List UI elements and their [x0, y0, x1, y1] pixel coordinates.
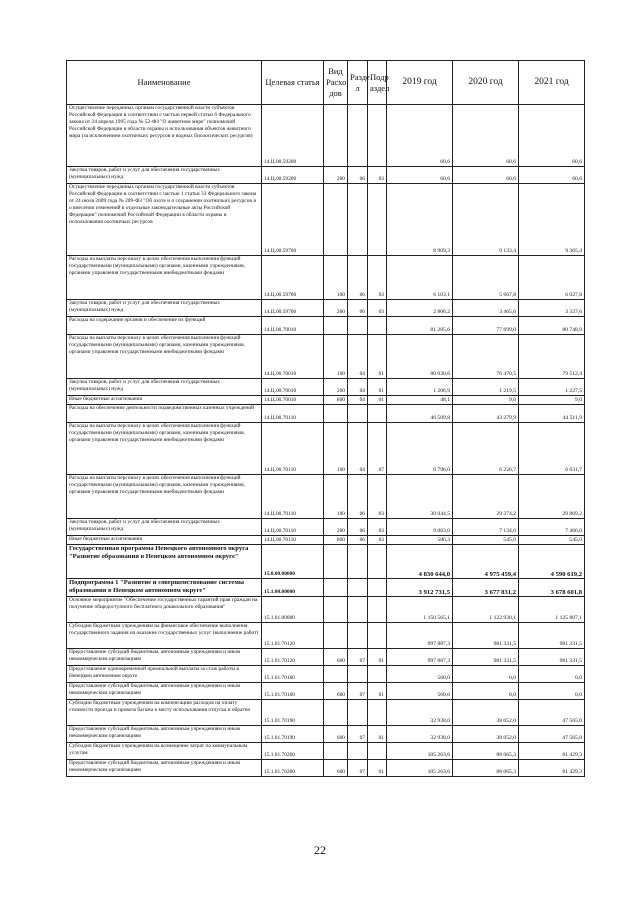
table-cell-subsection: 01	[368, 396, 387, 405]
table-cell-section	[348, 105, 368, 167]
table-cell-target: 15.1.01.00000	[262, 597, 324, 623]
table-cell-section	[348, 405, 368, 423]
table-cell-2020: 1 122 930,1	[453, 597, 519, 623]
table-cell-2020: 88 065,3	[453, 743, 519, 760]
table-cell-section: 07	[348, 760, 368, 777]
table-cell-2021: 80 748,9	[519, 317, 585, 335]
table-cell-2020: 0,0	[453, 666, 519, 683]
table-cell-subsection: 01	[368, 683, 387, 700]
table-row	[67, 335, 585, 379]
table-cell-name: Субсидии бюджетным учреждениям на возмещение затрат по коммунальным услугам	[67, 743, 262, 760]
table-cell-kind: 600	[324, 726, 348, 743]
table-cell-2019: 32 938,0	[387, 700, 453, 726]
page-number: 22	[314, 843, 326, 857]
table-cell-name: Расходы на выплаты персоналу в целях обеспечения выполнения функций государственными (муниципальными) органами, казенными учреждениями, органами управления государственными внебюджетными фондами	[67, 475, 262, 519]
table-cell-2019: 48,1	[387, 396, 453, 405]
table-cell-2019: 105 263,6	[387, 743, 453, 760]
table-cell-section	[348, 700, 368, 726]
table-cell-2019: 46 509,8	[387, 405, 453, 423]
table-cell-2020: 88 065,3	[453, 760, 519, 777]
table-cell-section	[348, 579, 368, 597]
table-cell-section: 06	[348, 536, 368, 545]
table-cell-section: 06	[348, 256, 368, 300]
table-cell-2021: 81 429,3	[519, 743, 585, 760]
table-cell-subsection	[368, 700, 387, 726]
table-cell-2021: 1 227,5	[519, 379, 585, 396]
header-2019: 2019 год	[387, 61, 453, 105]
table-cell-kind	[324, 597, 348, 623]
table-cell-kind	[324, 623, 348, 649]
table-cell-subsection: 03	[368, 167, 387, 184]
table-cell-section: 04	[348, 396, 368, 405]
header-target: Целевая статья	[262, 61, 324, 105]
table-cell-name: Предоставление субсидий бюджетным, автономным учреждениям и иным некоммерческим организациям	[67, 649, 262, 666]
table-row	[67, 405, 585, 423]
table-cell-kind: 100	[324, 423, 348, 475]
table-cell-name: Закупка товаров, работ и услуг для обеспечения государственных (муниципальных) нужд	[67, 167, 262, 184]
table-cell-2021: 81 429,3	[519, 760, 585, 777]
table-cell-target: 14.Ц.00.59700	[262, 300, 324, 317]
header-name: Наименование	[67, 61, 262, 105]
table-row	[67, 519, 585, 536]
table-cell-target: 14.Ц.00.70010	[262, 317, 324, 335]
table-cell-2021: 60,6	[519, 105, 585, 167]
table-cell-name: Предоставление субсидий бюджетным, автономным учреждениям и иным некоммерческим организациям	[67, 760, 262, 777]
table-cell-2019: 2 806,2	[387, 300, 453, 317]
table-row	[67, 536, 585, 545]
table-cell-2021: 3 678 601,8	[519, 579, 585, 597]
table-cell-2019: 4 830 644,0	[387, 545, 453, 579]
table-cell-name: Закупка товаров, работ и услуг для обеспечения государственных (муниципальных) нужд	[67, 300, 262, 317]
table-cell-2019: 997 887,3	[387, 649, 453, 666]
table-cell-2020: 60,6	[453, 105, 519, 167]
table-cell-target: 15.1.00.00000	[262, 579, 324, 597]
table-cell-name: Основное мероприятие "Обеспечение государственных гарантий прав граждан на получение общедоступного бесплатного дошкольного образования"	[67, 597, 262, 623]
table-cell-2020: 4 975 459,4	[453, 545, 519, 579]
table-cell-kind	[324, 700, 348, 726]
table-cell-name: Субсидии бюджетным учреждениям на компенсацию расходов на оплату стоимости проезда и провоза багажа к месту использования отпуска и обратно	[67, 700, 262, 726]
table-cell-kind: 100	[324, 335, 348, 379]
table-cell-name: Предоставление единовременной премиальной выплаты за стаж работы в Ненецком автономном округе	[67, 666, 262, 683]
table-cell-section	[348, 623, 368, 649]
table-cell-target: 15.1.01.70160	[262, 683, 324, 700]
table-cell-2020: 1 219,5	[453, 379, 519, 396]
table-cell-section: 04	[348, 335, 368, 379]
table-cell-2021: 981 331,5	[519, 623, 585, 649]
table-cell-name: Осуществление переданных органам государственной власти субъектов Российской Федерации в соответствии с частью 1 статьи 33 Федерального закона от 24 июля 2009 года № 209-ФЗ "Об охоте и о сохранении охотничьих ресурсов и о внесении изменений в отдельные законодательные акты Российской Федерации" полномочий Российской Федерации в области охраны и использования охотничьих ресурсов	[67, 184, 262, 256]
table-body	[67, 105, 585, 777]
table-header-row	[67, 61, 585, 105]
table-row	[67, 379, 585, 396]
table-cell-kind	[324, 184, 348, 256]
table-cell-target: 14.Ц.00.70010	[262, 335, 324, 379]
table-cell-2019: 105 263,6	[387, 760, 453, 777]
table-row	[67, 683, 585, 700]
table-cell-kind	[324, 666, 348, 683]
table-cell-target: 14.Ц.00.70110	[262, 405, 324, 423]
table-cell-name: Расходы на содержание органов и обеспечение их функций	[67, 317, 262, 335]
table-cell-target: 15.1.01.70190	[262, 726, 324, 743]
table-cell-2019: 32 938,0	[387, 726, 453, 743]
table-row	[67, 743, 585, 760]
table-cell-target: 14.Ц.00.59700	[262, 184, 324, 256]
table-cell-2021: 6 631,7	[519, 423, 585, 475]
table-cell-kind: 100	[324, 475, 348, 519]
table-row	[67, 475, 585, 519]
table-cell-name: Подпрограмма 1 "Развитие и совершенствование системы образования в Ненецком автономном округе"	[67, 579, 262, 597]
table-cell-2020: 9 133,4	[453, 184, 519, 256]
table-cell-2019: 80 030,6	[387, 335, 453, 379]
table-cell-target: 15.0.00.00000	[262, 545, 324, 579]
table-cell-name: Иные бюджетные ассигнования	[67, 536, 262, 545]
table-cell-kind: 200	[324, 379, 348, 396]
header-2021: 2021 год	[519, 61, 585, 105]
table-cell-2021: 4 590 619,2	[519, 545, 585, 579]
table-cell-target: 14.Ц.00.70110	[262, 519, 324, 536]
table-cell-2021: 1 125 807,1	[519, 597, 585, 623]
table-cell-target: 14.Ц.00.59200	[262, 105, 324, 167]
table-cell-2020: 0,0	[453, 683, 519, 700]
table-cell-kind	[324, 405, 348, 423]
table-cell-subsection: 07	[368, 423, 387, 475]
table-cell-kind	[324, 317, 348, 335]
table-cell-target: 14.Ц.00.70110	[262, 423, 324, 475]
table-cell-subsection: 03	[368, 536, 387, 545]
table-cell-section	[348, 184, 368, 256]
table-cell-subsection	[368, 184, 387, 256]
table-row	[67, 623, 585, 649]
table-cell-2021: 60,6	[519, 167, 585, 184]
table-cell-subsection	[368, 623, 387, 649]
table-cell-2019: 560,0	[387, 683, 453, 700]
table-cell-2021: 7 466,0	[519, 519, 585, 536]
table-cell-subsection: 03	[368, 300, 387, 317]
table-cell-name: Государственная программа Ненецкого автономного округа "Развитие образования в Ненецком автономном округе"	[67, 545, 262, 579]
table-cell-2021: 44 511,9	[519, 405, 585, 423]
table-cell-2019: 60,6	[387, 105, 453, 167]
table-cell-2019: 1 150 565,1	[387, 597, 453, 623]
table-row	[67, 256, 585, 300]
table-cell-target: 14.Ц.00.70010	[262, 379, 324, 396]
table-cell-kind: 100	[324, 256, 348, 300]
header-section: Разде л	[348, 61, 368, 105]
table-cell-2019: 8 909,3	[387, 184, 453, 256]
table-cell-name: Предоставление субсидий бюджетным, автономным учреждениям и иным некоммерческим организациям	[67, 726, 262, 743]
table-row	[67, 579, 585, 597]
table-cell-subsection: 03	[368, 475, 387, 519]
table-cell-2020: 6 226,7	[453, 423, 519, 475]
budget-table	[66, 60, 585, 777]
table-cell-kind	[324, 579, 348, 597]
table-cell-kind: 600	[324, 649, 348, 666]
table-cell-2020: 5 667,8	[453, 256, 519, 300]
table-cell-target: 15.1.01.70190	[262, 700, 324, 726]
table-cell-2019: 6 796,0	[387, 423, 453, 475]
table-cell-kind: 600	[324, 683, 348, 700]
table-row	[67, 423, 585, 475]
table-row	[67, 105, 585, 167]
table-cell-2020: 981 331,5	[453, 623, 519, 649]
table-cell-2019: 9 083,0	[387, 519, 453, 536]
table-cell-kind	[324, 545, 348, 579]
table-cell-2021: 47 565,0	[519, 726, 585, 743]
table-cell-2020: 43 279,9	[453, 405, 519, 423]
table-cell-subsection: 01	[368, 726, 387, 743]
table-cell-2019: 30 044,5	[387, 475, 453, 519]
table-cell-name: Закупка товаров, работ и услуг для обеспечения государственных (муниципальных) нужд	[67, 379, 262, 396]
table-cell-2019: 560,0	[387, 666, 453, 683]
table-cell-name: Субсидии бюджетным учреждениям на финансовое обеспечение выполнения государственного задания на оказание государственных услуг (выполнение работ)	[67, 623, 262, 649]
table-cell-target: 15.1.01.70160	[262, 666, 324, 683]
table-cell-target: 14.Ц.00.70110	[262, 536, 324, 545]
table-cell-target: 14.Ц.00.70010	[262, 396, 324, 405]
table-cell-subsection	[368, 317, 387, 335]
table-cell-2020: 77 699,0	[453, 317, 519, 335]
table-cell-subsection: 03	[368, 519, 387, 536]
table-cell-2019: 60,6	[387, 167, 453, 184]
table-cell-2020: 29 374,2	[453, 475, 519, 519]
table-cell-2020: 7 134,0	[453, 519, 519, 536]
table-cell-kind	[324, 105, 348, 167]
table-cell-subsection	[368, 597, 387, 623]
table-cell-2020: 3 677 831,2	[453, 579, 519, 597]
table-cell-subsection	[368, 666, 387, 683]
table-cell-section: 06	[348, 300, 368, 317]
table-cell-subsection	[368, 105, 387, 167]
table-cell-section: 07	[348, 649, 368, 666]
table-row	[67, 300, 585, 317]
table-cell-2020: 76 470,5	[453, 335, 519, 379]
table-cell-2021: 47 565,0	[519, 700, 585, 726]
table-cell-kind: 800	[324, 536, 348, 545]
table-cell-section: 06	[348, 167, 368, 184]
table-cell-2020: 3 465,6	[453, 300, 519, 317]
table-cell-section	[348, 666, 368, 683]
table-cell-name: Расходы на обеспечение деятельности подведомственных казенных учреждений	[67, 405, 262, 423]
table-cell-2021: 6 027,8	[519, 256, 585, 300]
table-row	[67, 666, 585, 683]
table-cell-2019: 1 206,9	[387, 379, 453, 396]
table-cell-2019: 586,3	[387, 536, 453, 545]
header-kind: Вид Расхо дов	[324, 61, 348, 105]
table-cell-kind: 200	[324, 519, 348, 536]
table-cell-subsection: 01	[368, 760, 387, 777]
table-cell-name: Осуществление переданных органам государственной власти субъектов Российской Федерации в соответствии с частью первой статьи 6 Федерального закона от 24 апреля 1995 года № 52-ФЗ "О животном мире" полномочий Российской Федерации в области охраны и использования объектов животного мира (за исключением охотничьих ресурсов и водных биологических ресурсов)	[67, 105, 262, 167]
table-cell-2021: 3 337,6	[519, 300, 585, 317]
table-cell-subsection	[368, 405, 387, 423]
table-cell-target: 15.1.01.70120	[262, 649, 324, 666]
table-row	[67, 649, 585, 666]
table-cell-kind: 600	[324, 760, 348, 777]
table-row	[67, 184, 585, 256]
table-cell-2021: 29 869,2	[519, 475, 585, 519]
table-cell-2020: 60,6	[453, 167, 519, 184]
table-cell-2019: 997 887,3	[387, 623, 453, 649]
table-cell-subsection	[368, 579, 387, 597]
table-cell-target: 14.Ц.00.59700	[262, 256, 324, 300]
table-cell-2021: 0,0	[519, 666, 585, 683]
header-subsection: Подр аздел	[368, 61, 387, 105]
table-cell-name: Предоставление субсидий бюджетным, автономным учреждениям и иным некоммерческим организациям	[67, 683, 262, 700]
table-cell-subsection: 03	[368, 256, 387, 300]
table-cell-section	[348, 743, 368, 760]
table-cell-2021: 545,0	[519, 536, 585, 545]
table-cell-kind: 200	[324, 300, 348, 317]
table-cell-2019: 6 103,1	[387, 256, 453, 300]
table-cell-2021: 9,0	[519, 396, 585, 405]
table-cell-2020: 38 052,0	[453, 700, 519, 726]
table-cell-subsection: 01	[368, 335, 387, 379]
table-cell-2021: 79 512,4	[519, 335, 585, 379]
table-cell-name: Расходы на выплаты персоналу в целях обеспечения выполнения функций государственными (муниципальными) органами, казенными учреждениями, органами управления государственными внебюджетными фондами	[67, 335, 262, 379]
table-cell-section	[348, 317, 368, 335]
header-2020: 2020 год	[453, 61, 519, 105]
table-cell-kind: 200	[324, 167, 348, 184]
table-cell-2019: 3 912 731,5	[387, 579, 453, 597]
table-cell-target: 14.Ц.00.59200	[262, 167, 324, 184]
table-row	[67, 597, 585, 623]
table-cell-2019: 81 285,6	[387, 317, 453, 335]
table-cell-2020: 981 331,5	[453, 649, 519, 666]
table-cell-section: 07	[348, 726, 368, 743]
table-cell-section	[348, 545, 368, 579]
table-cell-subsection	[368, 743, 387, 760]
table-cell-section	[348, 597, 368, 623]
table-cell-2021: 0,0	[519, 683, 585, 700]
table-cell-section: 06	[348, 519, 368, 536]
table-cell-target: 15.1.01.70120	[262, 623, 324, 649]
table-row	[67, 167, 585, 184]
table-cell-section: 04	[348, 423, 368, 475]
table-cell-target: 15.1.01.70200	[262, 743, 324, 760]
table-cell-2021: 9 365,4	[519, 184, 585, 256]
table-cell-name: Иные бюджетные ассигнования	[67, 396, 262, 405]
table-cell-subsection: 01	[368, 649, 387, 666]
table-cell-section: 07	[348, 683, 368, 700]
table-cell-subsection: 01	[368, 379, 387, 396]
table-row	[67, 726, 585, 743]
table-cell-section: 06	[348, 475, 368, 519]
table-cell-name: Расходы на выплаты персоналу в целях обеспечения выполнения функций государственными (муниципальными) органами, казенными учреждениями, органами управления государственными внебюджетными фондами	[67, 256, 262, 300]
table-cell-name: Закупка товаров, работ и услуг для обеспечения государственных (муниципальных) нужд	[67, 519, 262, 536]
table-cell-2020: 545,0	[453, 536, 519, 545]
table-cell-target: 15.1.01.70200	[262, 760, 324, 777]
table-cell-subsection	[368, 545, 387, 579]
table-cell-kind: 800	[324, 396, 348, 405]
table-cell-target: 14.Ц.00.70110	[262, 475, 324, 519]
table-row	[67, 317, 585, 335]
table-row	[67, 396, 585, 405]
table-row	[67, 760, 585, 777]
table-row	[67, 700, 585, 726]
table-cell-2021: 981 331,5	[519, 649, 585, 666]
table-cell-2020: 9,0	[453, 396, 519, 405]
table-cell-kind	[324, 743, 348, 760]
table-cell-2020: 38 052,0	[453, 726, 519, 743]
table-row	[67, 545, 585, 579]
table-cell-section: 04	[348, 379, 368, 396]
table-cell-name: Расходы на выплаты персоналу в целях обеспечения выполнения функций государственными (муниципальными) органами, казенными учреждениями, органами управления государственными внебюджетными фондами	[67, 423, 262, 475]
